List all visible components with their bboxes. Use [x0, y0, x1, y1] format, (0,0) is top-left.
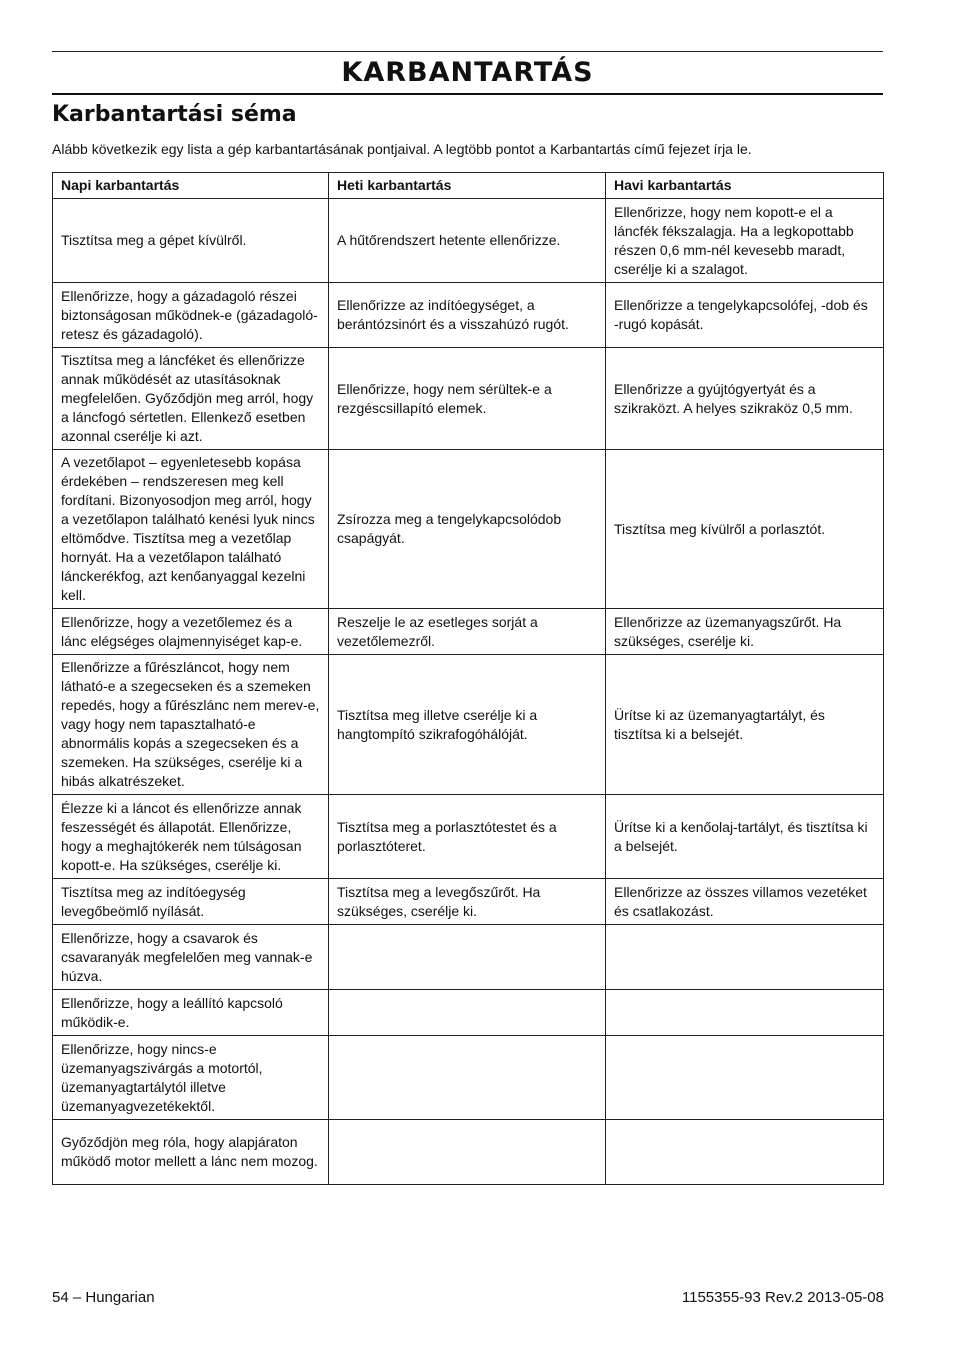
table-header-row [53, 173, 884, 199]
intro-paragraph: Alább következik egy lista a gép karbantartásának pontjaival. A legtöbb pontot a Karbantartás című fejezet írja le. [52, 141, 752, 157]
weekly-cell: Zsírozza meg a tengelykapcsolódob csapágyát. [329, 450, 606, 609]
daily-cell: Ellenőrizze, hogy nincs-e üzemanyagszivárgás a motortól, üzemanyagtartálytól illetve üzemanyagvezetékektől. [53, 1036, 329, 1120]
monthly-cell: Ürítse ki az üzemanyagtartályt, és tisztítsa ki a belsejét. [606, 655, 884, 795]
daily-cell: Tisztítsa meg az indítóegység levegőbeömlő nyílását. [53, 879, 329, 925]
section-title: KARBANTARTÁS [341, 57, 594, 88]
weekly-cell [329, 990, 606, 1036]
monthly-cell: Ellenőrizze, hogy nem kopott-e el a láncfék fékszalagja. Ha a legkopottabb részen 0,6 mm-nél kevesebb maradt, cserélje ki a szalagot. [606, 199, 884, 283]
weekly-cell [329, 925, 606, 990]
daily-cell: Tisztítsa meg a gépet kívülről. [53, 199, 329, 283]
header-weekly: Heti karbantartás [329, 173, 606, 199]
table-row [53, 879, 884, 925]
monthly-cell [606, 925, 884, 990]
weekly-cell: Tisztítsa meg a porlasztótestet és a porlasztóteret. [329, 795, 606, 879]
monthly-cell: Ellenőrizze a gyújtógyertyát és a szikraközt. A helyes szikraköz 0,5 mm. [606, 348, 884, 450]
table-row [53, 283, 884, 348]
monthly-cell: Tisztítsa meg kívülről a porlasztót. [606, 450, 884, 609]
monthly-cell [606, 1120, 884, 1185]
table-row [53, 450, 884, 609]
table-row [53, 990, 884, 1036]
weekly-cell: Tisztítsa meg illetve cserélje ki a hangtompító szikrafogóhálóját. [329, 655, 606, 795]
monthly-cell: Ellenőrizze a tengelykapcsolófej, -dob és -rugó kopását. [606, 283, 884, 348]
title-rule [52, 93, 883, 95]
footer-document-id: 1155355-93 Rev.2 2013-05-08 [681, 1289, 884, 1306]
daily-cell: A vezetőlapot – egyenletesebb kopása érdekében – rendszeresen meg kell fordítani. Bizonyosodjon meg arról, hogy a vezetőlapon található kenési lyuk nincs eltömődve. Tisztítsa meg a vezetőlap hornyát. Ha a vezetőlapon található lánckerékfog, azt kenőanyaggal kezelni kell. [53, 450, 329, 609]
weekly-cell: A hűtőrendszert hetente ellenőrizze. [329, 199, 606, 283]
table-row [53, 348, 884, 450]
weekly-cell: Ellenőrizze, hogy nem sérültek-e a rezgéscsillapító elemek. [329, 348, 606, 450]
top-rule [52, 51, 883, 52]
monthly-cell [606, 1036, 884, 1120]
daily-cell: Ellenőrizze a fűrészláncot, hogy nem látható-e a szegecseken és a szemeken repedés, hogy a fűrészlánc nem merev-e, vagy hogy nem tapasztalható-e abnormális kopás a szegecseken és a szemeken. Ha szükséges, cserélje ki a hibás alkatrészeket. [53, 655, 329, 795]
page-heading: Karbantartási séma [52, 102, 297, 127]
table-row [53, 199, 884, 283]
table-row [53, 795, 884, 879]
maintenance-schedule-table [52, 172, 884, 1185]
weekly-cell: Tisztítsa meg a levegőszűrőt. Ha szükséges, cserélje ki. [329, 879, 606, 925]
table-row [53, 1120, 884, 1185]
table-row [53, 609, 884, 655]
weekly-cell [329, 1036, 606, 1120]
daily-cell: Élezze ki a láncot és ellenőrizze annak feszességét és állapotát. Ellenőrizze, hogy a meghajtókerék nem túlságosan kopott-e. Ha szükséges, cserélje ki. [53, 795, 329, 879]
header-daily: Napi karbantartás [53, 173, 329, 199]
daily-cell: Ellenőrizze, hogy a gázadagoló részei biztonságosan működnek-e (gázadagoló-retesz és gázadagoló). [53, 283, 329, 348]
footer-page-number: 54 – Hungarian [52, 1289, 155, 1306]
daily-cell: Tisztítsa meg a láncféket és ellenőrizze annak működését az utasításoknak megfelelően. Győződjön meg arról, hogy a láncfogó sértetlen. Ellenkező esetben azonnal cserélje ki azt. [53, 348, 329, 450]
table-row [53, 655, 884, 795]
daily-cell: Ellenőrizze, hogy a vezetőlemez és a lánc elégséges olajmennyiséget kap-e. [53, 609, 329, 655]
weekly-cell [329, 1120, 606, 1185]
daily-cell: Ellenőrizze, hogy a leállító kapcsoló működik-e. [53, 990, 329, 1036]
table-row [53, 1036, 884, 1120]
daily-cell: Ellenőrizze, hogy a csavarok és csavaranyák megfelelően meg vannak-e húzva. [53, 925, 329, 990]
monthly-cell: Ellenőrizze az összes villamos vezetéket és csatlakozást. [606, 879, 884, 925]
monthly-cell [606, 990, 884, 1036]
daily-cell: Győződjön meg róla, hogy alapjáraton működő motor mellett a lánc nem mozog. [53, 1120, 329, 1185]
header-monthly: Havi karbantartás [606, 173, 884, 199]
weekly-cell: Reszelje le az esetleges sorját a vezetőlemezről. [329, 609, 606, 655]
table-row [53, 925, 884, 990]
weekly-cell: Ellenőrizze az indítóegységet, a berántózsinórt és a visszahúzó rugót. [329, 283, 606, 348]
monthly-cell: Ellenőrizze az üzemanyagszűrőt. Ha szükséges, cserélje ki. [606, 609, 884, 655]
monthly-cell: Ürítse ki a kenőolaj-tartályt, és tisztítsa ki a belsejét. [606, 795, 884, 879]
